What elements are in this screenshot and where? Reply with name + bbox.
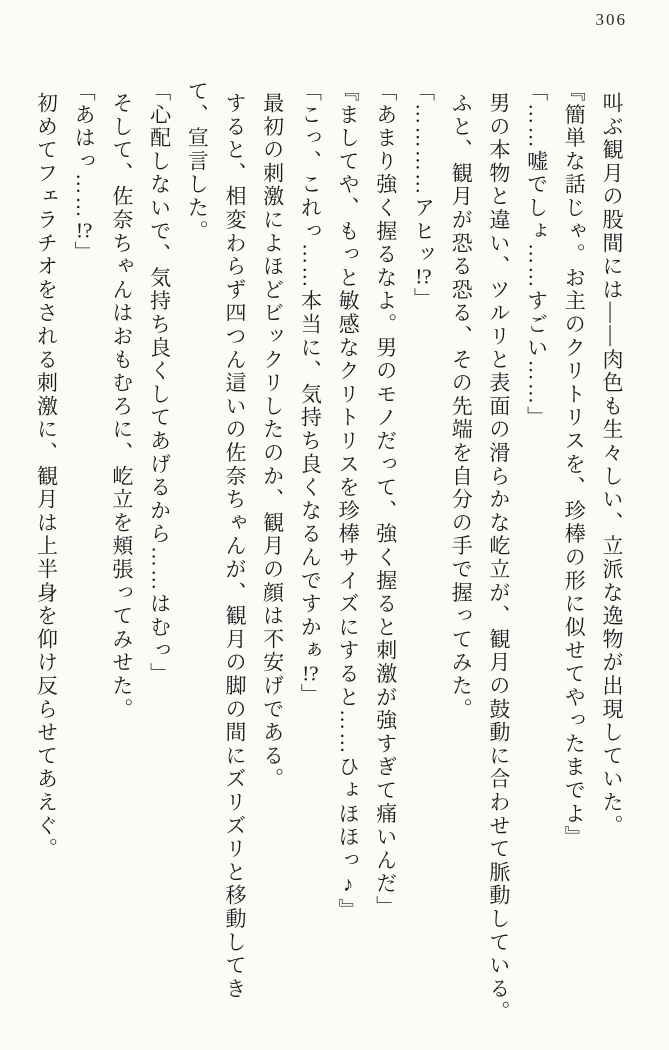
- paragraph: ふと、観月が恐る恐る、その先端を自分の手で握ってみた。: [449, 92, 474, 722]
- paragraph: 『ましてや、もっと敏感なクリトリスを珍棒サイズにすると……ひょほほっ♪』: [336, 80, 361, 922]
- interrobang-mark: !?: [415, 266, 432, 288]
- paragraph: 「こっ、これっ……本当に、気持ち良くなるんですかぁ!?」: [298, 80, 323, 707]
- paragraph: 叫ぶ観月の股間には――肉色も生々しい、立派な逸物が出現していた。: [600, 92, 624, 838]
- paragraph: 『簡単な話じゃ。お主のクリトリスを、珍棒の形に似せてやったまでよ』: [562, 80, 587, 849]
- paragraph: すると、相変わらず四つん這いの佐奈ちゃんが、観月の脚の間にズリズリと移動してきて、宣言した。: [185, 80, 247, 1001]
- paragraph: 「…………アヒッ!?」: [411, 80, 436, 311]
- paragraph: 男の本物と違い、ツルリと表面の滑らかな屹立が、観月の鼓動に合わせて脈動している。: [486, 92, 511, 1024]
- paragraph: 最初の刺激によほどビックリしたのか、観月の顔は不安げである。: [260, 92, 285, 791]
- paragraph: 「心配しないで、気持ち良くしてあげるから……はむっ」: [147, 80, 172, 686]
- paragraph: 初めてフェラチオをされる刺激に、観月は上半身を仰け反らせてあえぐ。: [34, 92, 59, 861]
- paragraph: 「あまり強く握るなよ。男のモノだって、強く握ると刺激が強すぎて痛いんだ」: [373, 80, 398, 919]
- paragraph: そして、佐奈ちゃんはおもむろに、屹立を頬張ってみせた。: [109, 92, 134, 722]
- interrobang-mark: !?: [75, 219, 93, 241]
- text-body: [27, 80, 630, 1036]
- paragraph: 「あはっ……!?」: [72, 80, 97, 265]
- interrobang-mark: !?: [302, 662, 319, 684]
- paragraph: 「……嘘でしょ……すごい……」: [524, 80, 549, 430]
- page-number: 306: [595, 10, 627, 29]
